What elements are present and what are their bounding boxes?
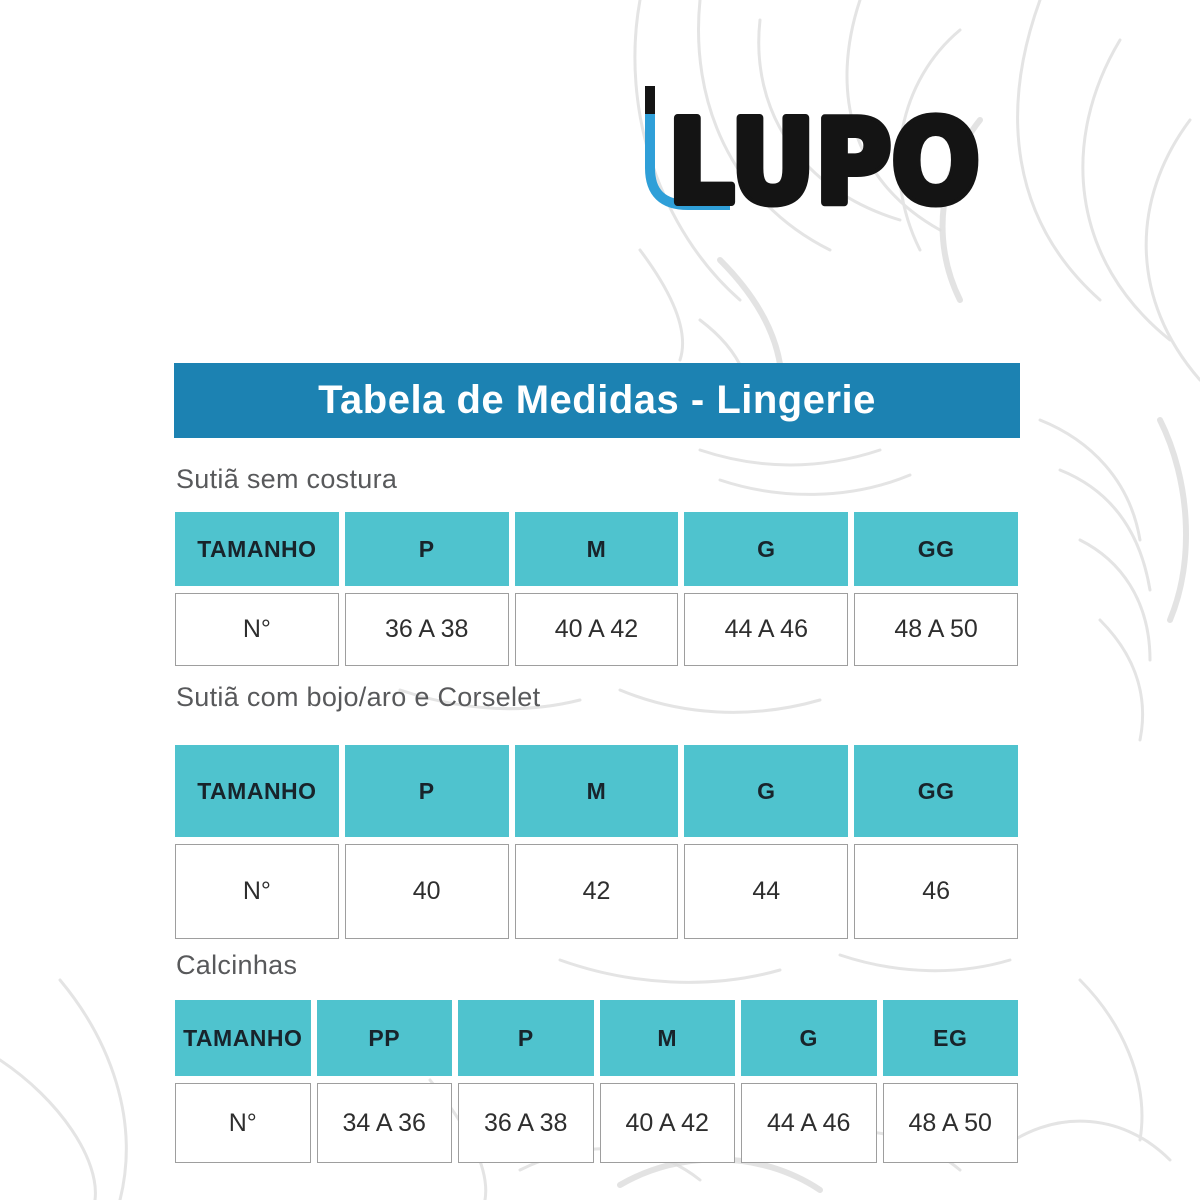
column-header-cell: GG [854,745,1018,837]
column-header-cell: G [741,1000,877,1076]
data-cell: 44 [684,844,848,939]
column-header-cell: TAMANHO [175,1000,311,1076]
column-header-cell: M [600,1000,736,1076]
column-header-cell: P [345,512,509,586]
column-header-cell: P [458,1000,594,1076]
data-cell: 44 A 46 [741,1083,877,1163]
column-header-cell: M [515,512,679,586]
column-header-cell: GG [854,512,1018,586]
column-header-cell: TAMANHO [175,745,339,837]
data-cell: 40 [345,844,509,939]
column-header-cell: M [515,745,679,837]
data-cell: 44 A 46 [684,593,848,666]
data-cell: N° [175,844,339,939]
column-header-cell: G [684,745,848,837]
data-cell: 46 [854,844,1018,939]
size-table-calcinhas [175,1000,1018,1163]
column-header-cell: P [345,745,509,837]
data-cell: 36 A 38 [345,593,509,666]
lupo-logo [636,78,996,228]
logo-text: LUPO [668,96,980,228]
column-header-cell: EG [883,1000,1019,1076]
data-cell: 40 A 42 [515,593,679,666]
section-title-sutia-com-bojo-aro-corselet: Sutiã com bojo/aro e Corselet [176,682,541,712]
size-table-sutia-com-bojo [175,745,1018,939]
column-header-cell: TAMANHO [175,512,339,586]
data-cell: 36 A 38 [458,1083,594,1163]
column-header-cell: PP [317,1000,453,1076]
size-table-sutia-sem-costura [175,512,1018,666]
section-title-calcinhas: Calcinhas [176,950,298,980]
data-cell: N° [175,593,339,666]
page-title: Tabela de Medidas - Lingerie [318,378,876,422]
page-title-banner [174,363,1020,438]
data-cell: 34 A 36 [317,1083,453,1163]
column-header-cell: G [684,512,848,586]
data-cell: 48 A 50 [854,593,1018,666]
data-cell: 40 A 42 [600,1083,736,1163]
data-cell: 48 A 50 [883,1083,1019,1163]
section-title-sutia-sem-costura: Sutiã sem costura [176,464,398,494]
data-cell: 42 [515,844,679,939]
data-cell: N° [175,1083,311,1163]
